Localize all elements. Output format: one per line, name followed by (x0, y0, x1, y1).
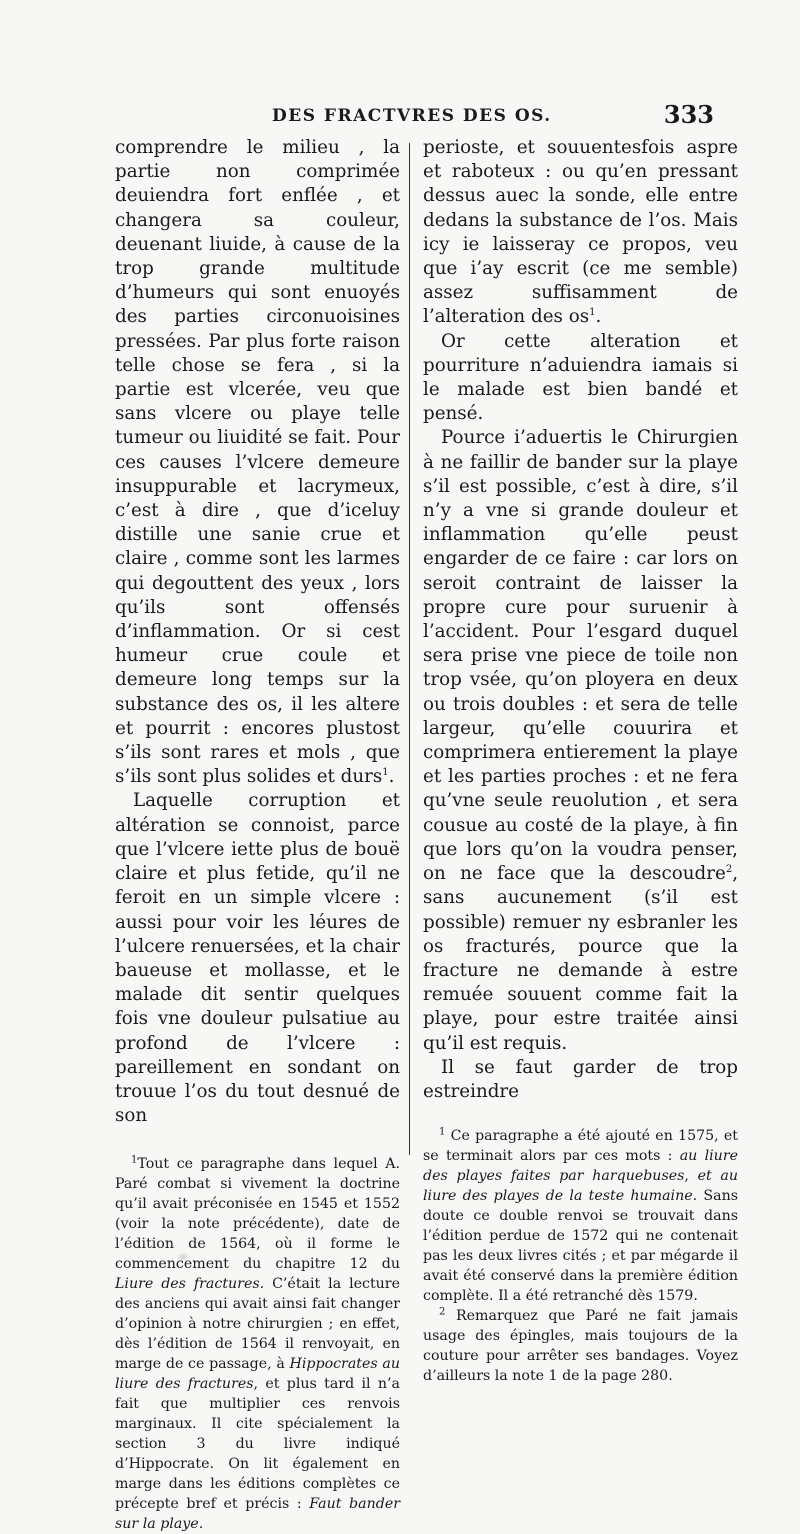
running-title: DES FRACTVRES DES OS. (272, 106, 552, 126)
left-column (115, 136, 400, 1534)
footnotes-left (115, 1154, 400, 1534)
footnotes-right (423, 1126, 738, 1386)
column-divider (409, 143, 410, 1155)
footnote: $^1$ Ce paragraphe a été ajouté en 1575, et se terminait alors par ces mots : au liure des playes faites par harquebuses, et au liure des playes de la teste humaine. Sans doute ce double renvoi se trouvait dans l’édition perdue de 1572 qui ne contenait pas les deux livres cités ; et par mégarde il avait été conservé dans la première édition complète. Il a été retranché dès 1579. (423, 1126, 739, 1305)
note-reference: 2 (725, 864, 733, 875)
paragraph: comprendre le milieu , la partie non comprimée deuiendra fort enflée , et changera sa couleur, deuenant liuide, à cause de la trop grande multitude d’humeurs qui sont enuoyés des parties circonuoisines pressées. Par plus forte raison telle chose se fera , si la partie est vlcerée, veu que sans vlcere ou playe telle tumeur ou liuidité se fait. Pour ces causes l’vlcere demeure insuppurable et lacrymeux, c’est à dire , que d’iceluy distille une sanie crue et claire , comme sont les larmes qui degouttent des yeux , lors qu’ils sont offensés d’inflammation. Or si cest humeur crue coule et demeure long temps sur la substance des os, il les altere et pourrit : encores plustost s’ils sont rares et mols , que s’ils sont plus solides et durs$^1$. (115, 137, 400, 788)
paragraph: Il se faut garder de trop estreindre (423, 1056, 738, 1102)
footnote: $^2$ Remarquez que Paré ne fait jamais usage des épingles, mais toujours de la couture pour arrêter ses bandages. Voyez d’ailleurs la note 1 de la page 280. (423, 1306, 738, 1385)
ink-smudge (176, 1252, 190, 1262)
left-body-text (115, 136, 400, 1128)
page-number: 333 (663, 100, 714, 129)
footnote: $^1$Tout ce paragraphe dans lequel A. Paré combat si vivement la doctrine qu’il avait préconisée en 1545 et 1552 (voir la note précédente), date de l’édition de 1564, où il forme le commencement du chapitre 12 du Liure des fractures. C’était la lecture des anciens qui avait ainsi fait changer d’opinion à notre chirurgien ; en effet, dès l’édition de 1564 il renvoyait, en marge de ce passage, à Hippocrates au liure des fractures, et plus tard il n’a fait que multiplier ces renvois marginaux. Il cite spécialement la section 3 du livre indiqué d’Hippocrate. On lit également en marge dans les éditions complètes ce précepte bref et précis : Faut bander sur la playe. (115, 1154, 400, 1533)
note-reference: 1 (589, 307, 596, 319)
paragraph: Pource i’aduertis le Chirurgien à ne faillir de bander sur la playe s’il est possible, c’est à dire, s’il n’y a vne si grande douleur et inflammation qu’elle peust engarder de ce faire : car lors on seroit contraint de laisser la propre cure pour suruenir à l’accident. Pour l’esgard duquel sera prise vne piece de toile non trop vsée, qu’on ployera en deux ou trois doubles : et sera de telle largeur, qu’elle couurira et comprimera entierement la playe et les parties proches : et ne fera qu’vne seule reuolution , et sera cousue au costé de la playe, à fin que lors qu’on la voudra penser, on ne face que la descoudre$^2$, sans aucunement (s’il est possible) remuer ny esbranler les os fracturés, pource que la fracture ne demande à estre remuée souuent comme fait la playe, pour estre traitée ainsi qu’il est requis. (423, 427, 738, 1054)
right-column (423, 136, 738, 1386)
right-body-text (423, 136, 738, 1104)
paragraph: Or cette alteration et pourriture n’aduiendra iamais si le malade est bien bandé et pensé. (423, 330, 738, 425)
paragraph: perioste, et souuentesfois aspre et raboteux : ou qu’en pressant dessus auec la sonde, elle entre dedans la substance de l’os. Mais icy ie laisseray ce propos, veu que i’ay escrit (ce me semble) assez suffisamment de l’alteration des $os^1$. (423, 137, 738, 328)
note-reference: 1 (382, 767, 389, 779)
paragraph: Laquelle corruption et altération se connoist, parce que l’vlcere iette plus de bouë claire et plus fetide, qu’il ne feroit en un simple vlcere : aussi pour voir les léures de l’ulcere renuersées, et la chair baueuse et mollasse, et le malade dit sentir quelques fois vne douleur pulsatiue au profond de l’vlcere : pareillement en sondant on trouue l’os du tout desnué de son (115, 790, 400, 1127)
page-header (0, 100, 800, 140)
